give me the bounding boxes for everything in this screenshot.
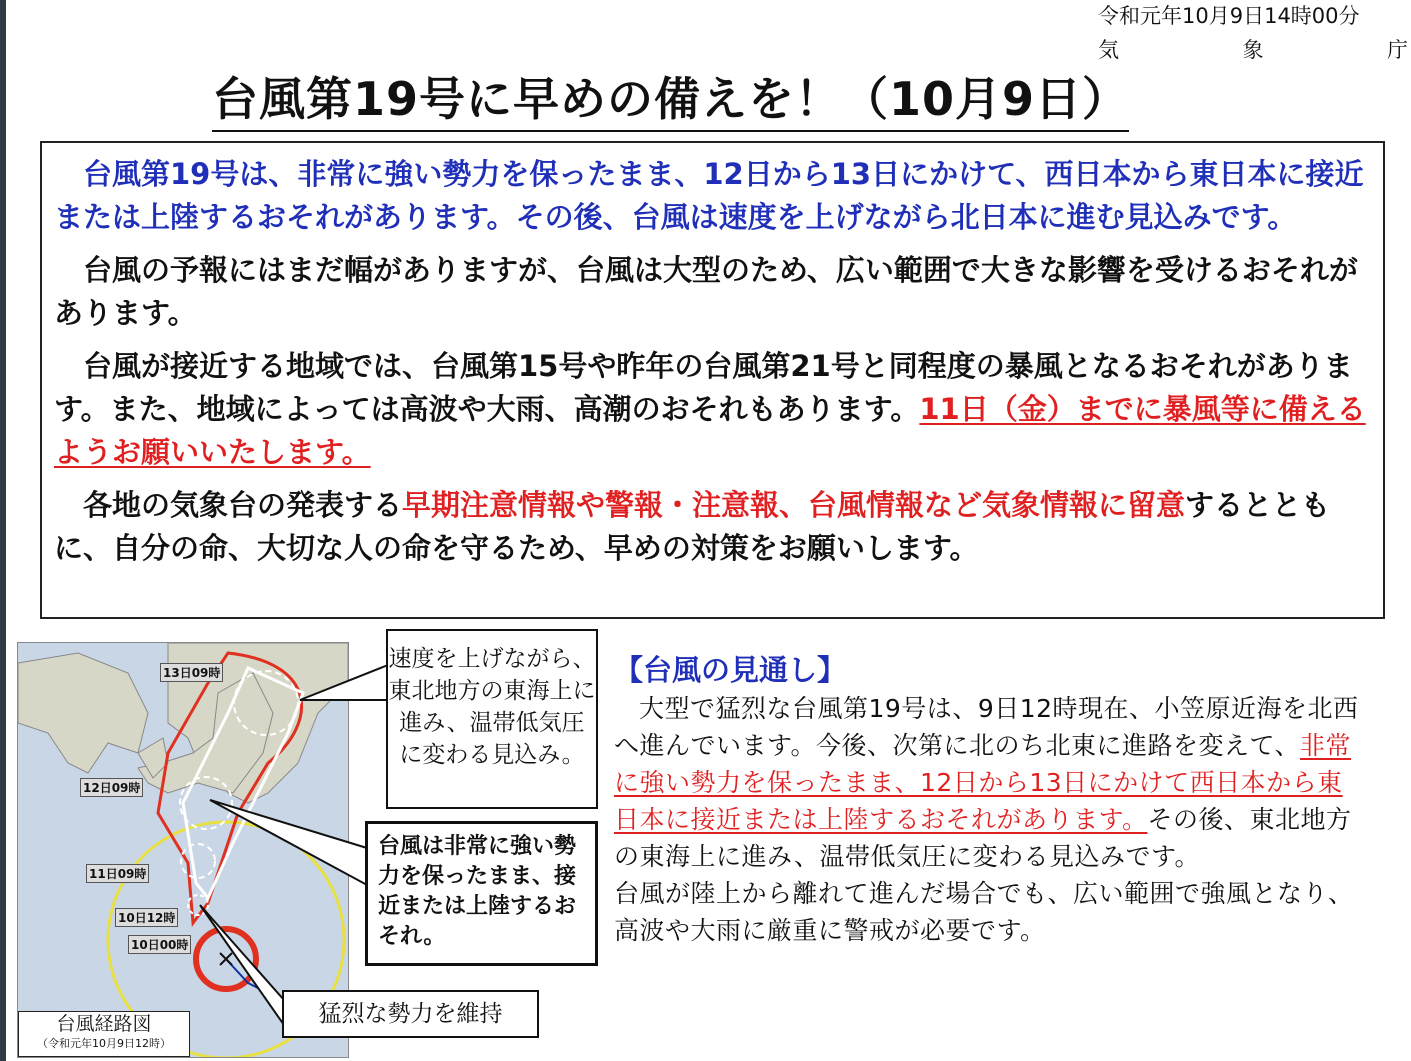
callout-pointer-strong — [210, 800, 367, 885]
agency-char: 象 — [1242, 38, 1264, 62]
map-caption-date: （令和元年10月9日12時） — [37, 1037, 171, 1050]
map-label-13: 13日09時 — [160, 663, 223, 682]
summary-p4-emphasis: 早期注意情報や警報・注意報、台風情報など気象情報に留意 — [402, 488, 1186, 522]
outlook-heading: 【台風の見通し】 — [614, 653, 847, 687]
map-label-10-12: 10日12時 — [115, 908, 178, 927]
map-caption-title: 台風経路図 — [56, 1013, 152, 1035]
summary-p3-warning: 11日（金）までに暴風等に備えるようお願いいたします。 — [54, 392, 1366, 469]
agency-char: 庁 — [1387, 38, 1408, 62]
outlook-body-a: 大型で猛烈な台風第19号は、9日12時現在、小笠原近海を北西へ進んでいます。今後、次第に北のち北東に進路を変えて、 — [614, 694, 1359, 760]
summary-paragraph-1: 台風第19号は、非常に強い勢力を保ったまま、12日から13日にかけて、西日本から東日本に接近または上陸するおそれがあります。その後、台風は速度を上げながら北日本に進む見込みです。 — [54, 157, 1364, 234]
callout-speed: 速度を上げながら、東北地方の東海上に進み、温帯低気圧に変わる見込み。 — [386, 629, 598, 809]
outlook-paragraph-1 — [614, 690, 1364, 875]
summary-p4-text-c: するとともに、自分の命、大切な人の命を守るため、早めの対策をお願いします。 — [54, 488, 1331, 565]
outlook-body-emphasis: 非常に強い勢力を保ったまま、12日から13日にかけて西日本から東日本に接近または上陸するおそれがあります。 — [614, 731, 1352, 834]
outlook-paragraph-2: 台風が陸上から離れて進んだ場合でも、広い範囲で強風となり、高波や大雨に厳重に警戒が必要です。 — [614, 879, 1354, 945]
summary-p3-text: 台風が接近する地域では、台風第15号や昨年の台風第21号と同程度の暴風となるおそれがあります。また、地域によっては高波や大雨、高潮のおそれもあります。 — [54, 349, 1353, 426]
callout-violent: 猛烈な勢力を維持 — [282, 990, 539, 1038]
page-title: 台風第19号に早めの備えを！（10月9日） — [212, 70, 1129, 132]
map-label-10-00: 10日00時 — [128, 935, 191, 954]
summary-p4-text-a: 各地の気象台の発表する — [83, 488, 403, 522]
map-label-11: 11日09時 — [86, 864, 149, 883]
summary-paragraph-2: 台風の予報にはまだ幅がありますが、台風は大型のため、広い範囲で大きな影響を受けるおそれがあります。 — [54, 253, 1358, 330]
outlook-section — [614, 650, 1364, 949]
callout-pointer-speed — [300, 665, 388, 700]
callout-strong: 台風は非常に強い勢力を保ったまま、接近または上陸するおそれ。 — [365, 821, 598, 966]
agency-char: 気 — [1098, 38, 1119, 62]
map-label-12: 12日09時 — [80, 778, 143, 797]
issue-datetime: 令和元年10月9日14時00分 — [1098, 4, 1360, 28]
outlook-body-c: その後、東北地方の東海上に進み、温帯低気圧に変わる見込みです。 — [614, 805, 1352, 871]
callout-pointer-violent — [200, 905, 284, 1025]
